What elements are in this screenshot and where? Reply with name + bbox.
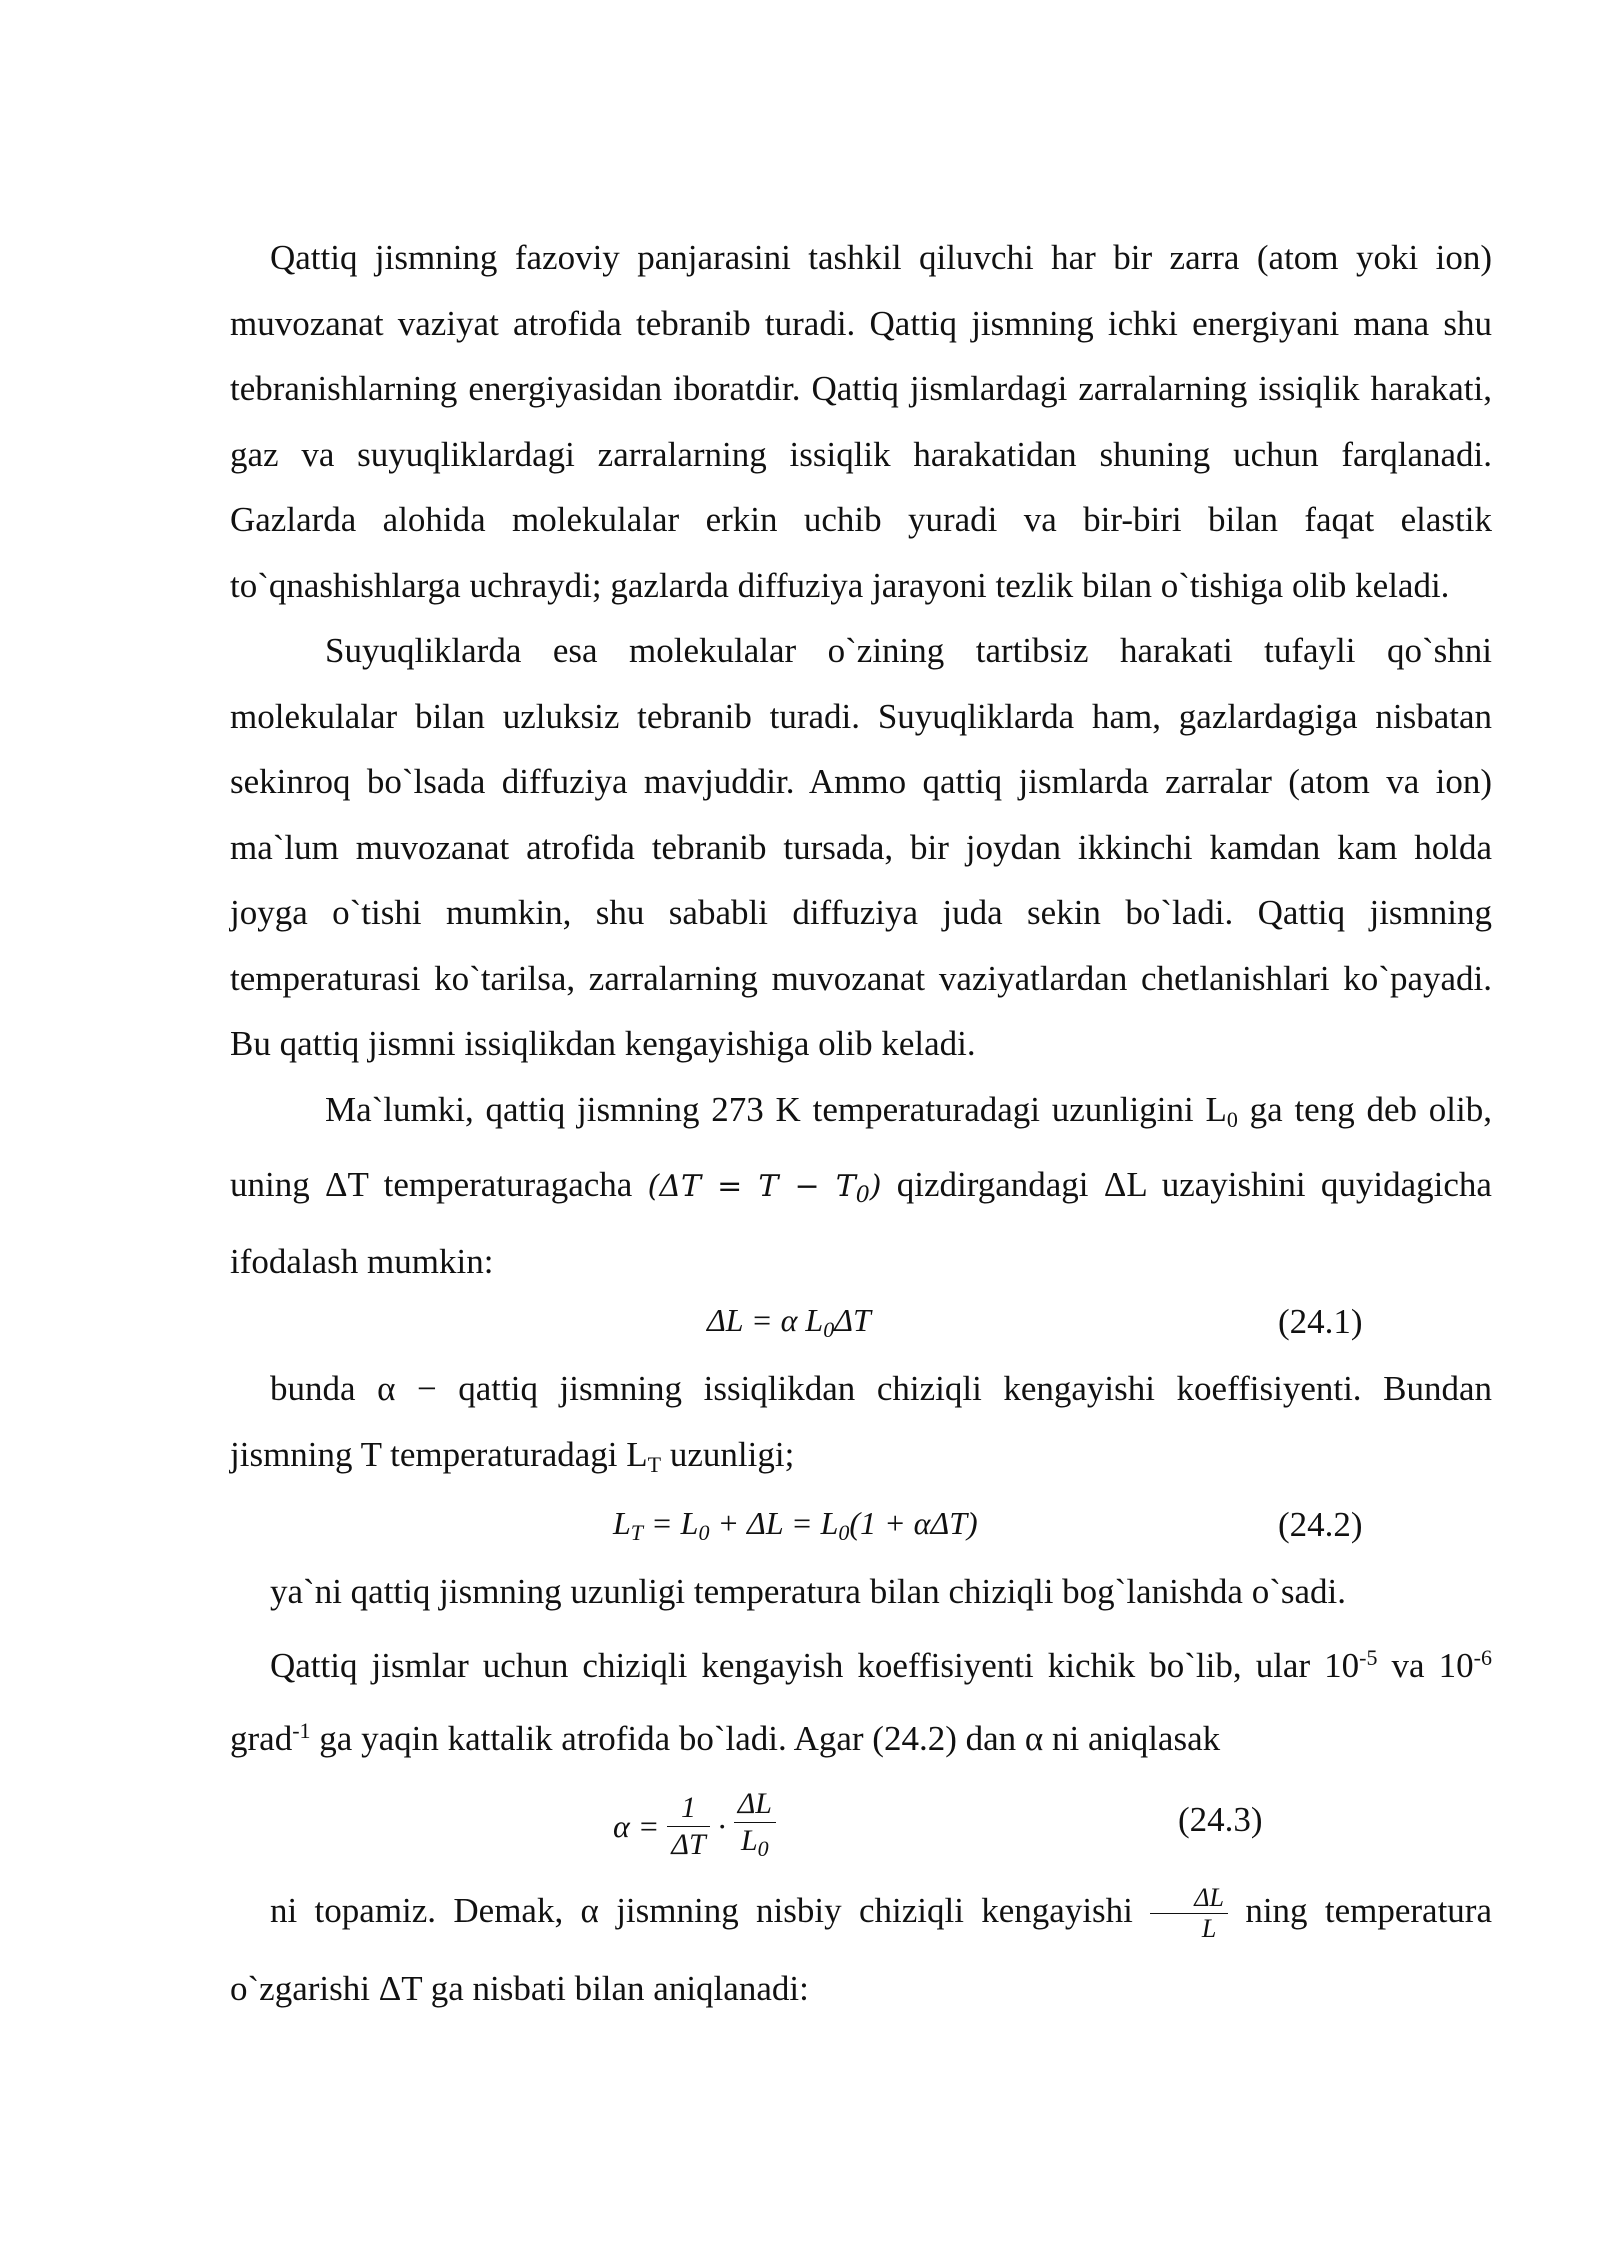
denominator-symbol: L — [740, 1823, 758, 1857]
inline-equation-body: (ΔT = T − T — [647, 1169, 856, 1204]
subscript: 0 — [698, 1520, 710, 1545]
text-segment: ning temperatura o`zgarishi ΔT ga nisbati bilan aniqlanadi: — [230, 1890, 1492, 2008]
subscript: T — [630, 1520, 644, 1545]
equation-24-1 — [230, 1294, 1492, 1356]
eq-part: + ΔL = L — [709, 1505, 839, 1541]
subscript: T — [647, 1451, 662, 1477]
fraction-denominator: ΔT — [671, 1827, 706, 1861]
text-segment: bunda α − qattiq jismning issiqlikdan chiziqli kengayishi koeffisiyenti. Bundan jismning T temperaturadagi L — [230, 1369, 1492, 1474]
superscript: -1 — [292, 1718, 311, 1743]
text-segment: qizdirgandagi ΔL uzayishini quyidagicha ifodalash mumkin: — [230, 1165, 1492, 1281]
paragraph-solid-vibrations: Qattiq jismning fazoviy panjarasini tashkil qiluvchi har bir zarra (atom yoki ion) muvozanat vaziyat atrofida tebranib turadi. Qattiq jismning ichki energiyani mana shu tebranishlarning energiyasidan iboratdir. Qattiq jismlardagi zarralarning issiqlik harakati, gaz va suyuqliklardagi zarralarning issiqlik harakatidan shuning uchun farqlanadi. Gazlarda alohida molekulalar erkin uchib yuradi va bir-biri bilan faqat elastik to`qnashishlarga uchraydi; gazlarda diffuziya jarayoni tezlik bilan o`tishiga olib keladi. — [230, 238, 1492, 605]
fraction-numerator: ΔL — [734, 1786, 776, 1823]
multiplication-dot: · — [717, 1807, 726, 1844]
text-segment: uzunligi; — [661, 1434, 795, 1474]
subscript: 0 — [855, 1183, 870, 1208]
fraction-delta-l-over-l — [1150, 1883, 1228, 1944]
equation-lhs: α = — [613, 1807, 660, 1844]
equation-body — [613, 1505, 978, 1546]
text-segment: ga teng deb olib, uning ΔT temperaturagacha — [230, 1089, 1492, 1204]
fraction-numerator: 1 — [667, 1790, 709, 1827]
text-segment: va 10 — [1377, 1645, 1474, 1685]
subscript: 0 — [823, 1317, 835, 1342]
equation-rhs: ΔT — [834, 1302, 871, 1338]
equation-24-2 — [230, 1497, 1492, 1559]
paragraph-coefficient-magnitude — [230, 1625, 1492, 1772]
superscript: -6 — [1473, 1644, 1492, 1670]
eq-part: (1 + αΔT) — [849, 1505, 978, 1541]
fraction-denominator: L — [1201, 1913, 1217, 1943]
text-segment: grad — [230, 1719, 293, 1758]
subscript: 0 — [1226, 1106, 1238, 1132]
equation-number: (24.3) — [1178, 1799, 1263, 1839]
paragraph-alpha-definition — [230, 1356, 1492, 1497]
superscript: -5 — [1359, 1644, 1378, 1670]
equation-number: (24.2) — [1278, 1505, 1363, 1544]
text-segment: Ma`lumki, qattiq jismning 273 K temperaturadagi uzunligini L — [325, 1089, 1227, 1129]
subscript: 0 — [838, 1520, 850, 1545]
equation-body — [707, 1302, 871, 1343]
fraction-denominator — [734, 1823, 776, 1867]
inline-equation-close: ) — [869, 1169, 882, 1204]
subscript: 0 — [757, 1835, 769, 1861]
text-segment: Qattiq jismlar uchun chiziqli kengayish koeffisiyenti kichik bo`lib, ular 10 — [270, 1645, 1360, 1685]
equation-number: (24.1) — [1278, 1302, 1363, 1341]
paragraph-liquids-diffusion: Suyuqliklarda esa molekulalar o`zining tartibsiz harakati tufayli qo`shni molekulalar bilan uzluksiz tebranib turadi. Suyuqliklarda ham, gazlardagiga nisbatan sekinroq bo`lsada diffuziya mavjuddir. Ammo qattiq jismlarda zarralar (atom va ion) ma`lum muvozanat atrofida tebranib tursada, bir joydan ikkinchi kamdan kam holda joyga o`tishi mumkin, shu sababli diffuziya juda sekin bo`ladi. Qattiq jismning temperaturasi ko`tarilsa, zarralarning muvozanat vaziyatlardan chetlanishlari ko`payadi. Bu qattiq jismni issiqlikdan kengayishiga olib keladi. — [230, 631, 1492, 1063]
text-segment: ga yaqin kattalik atrofida bo`ladi. Agar (24.2) dan α ni aniqlasak — [310, 1719, 1221, 1758]
text-segment: ni topamiz. Demak, α jismning nisbiy chiziqli kengayishi — [270, 1890, 1151, 1930]
fraction-numerator: ΔL — [1150, 1883, 1228, 1914]
paragraph-relative-expansion — [230, 1872, 1492, 2028]
inline-equation — [647, 1169, 882, 1208]
fraction-one-over-delta-t — [667, 1790, 709, 1863]
equation-lhs: ΔL = α L — [707, 1302, 824, 1338]
equation-body — [613, 1786, 776, 1867]
equation-24-3 — [230, 1772, 1492, 1872]
eq-part: = L — [643, 1505, 699, 1541]
paragraph-length-definition — [230, 1077, 1492, 1295]
paragraph-linear-growth: ya`ni qattiq jismning uzunligi temperatura bilan chiziqli bog`lanishda o`sadi. — [270, 1572, 1346, 1611]
fraction-delta-l-over-l0 — [734, 1786, 776, 1867]
eq-part: L — [613, 1505, 631, 1541]
document-page — [230, 225, 1492, 2028]
